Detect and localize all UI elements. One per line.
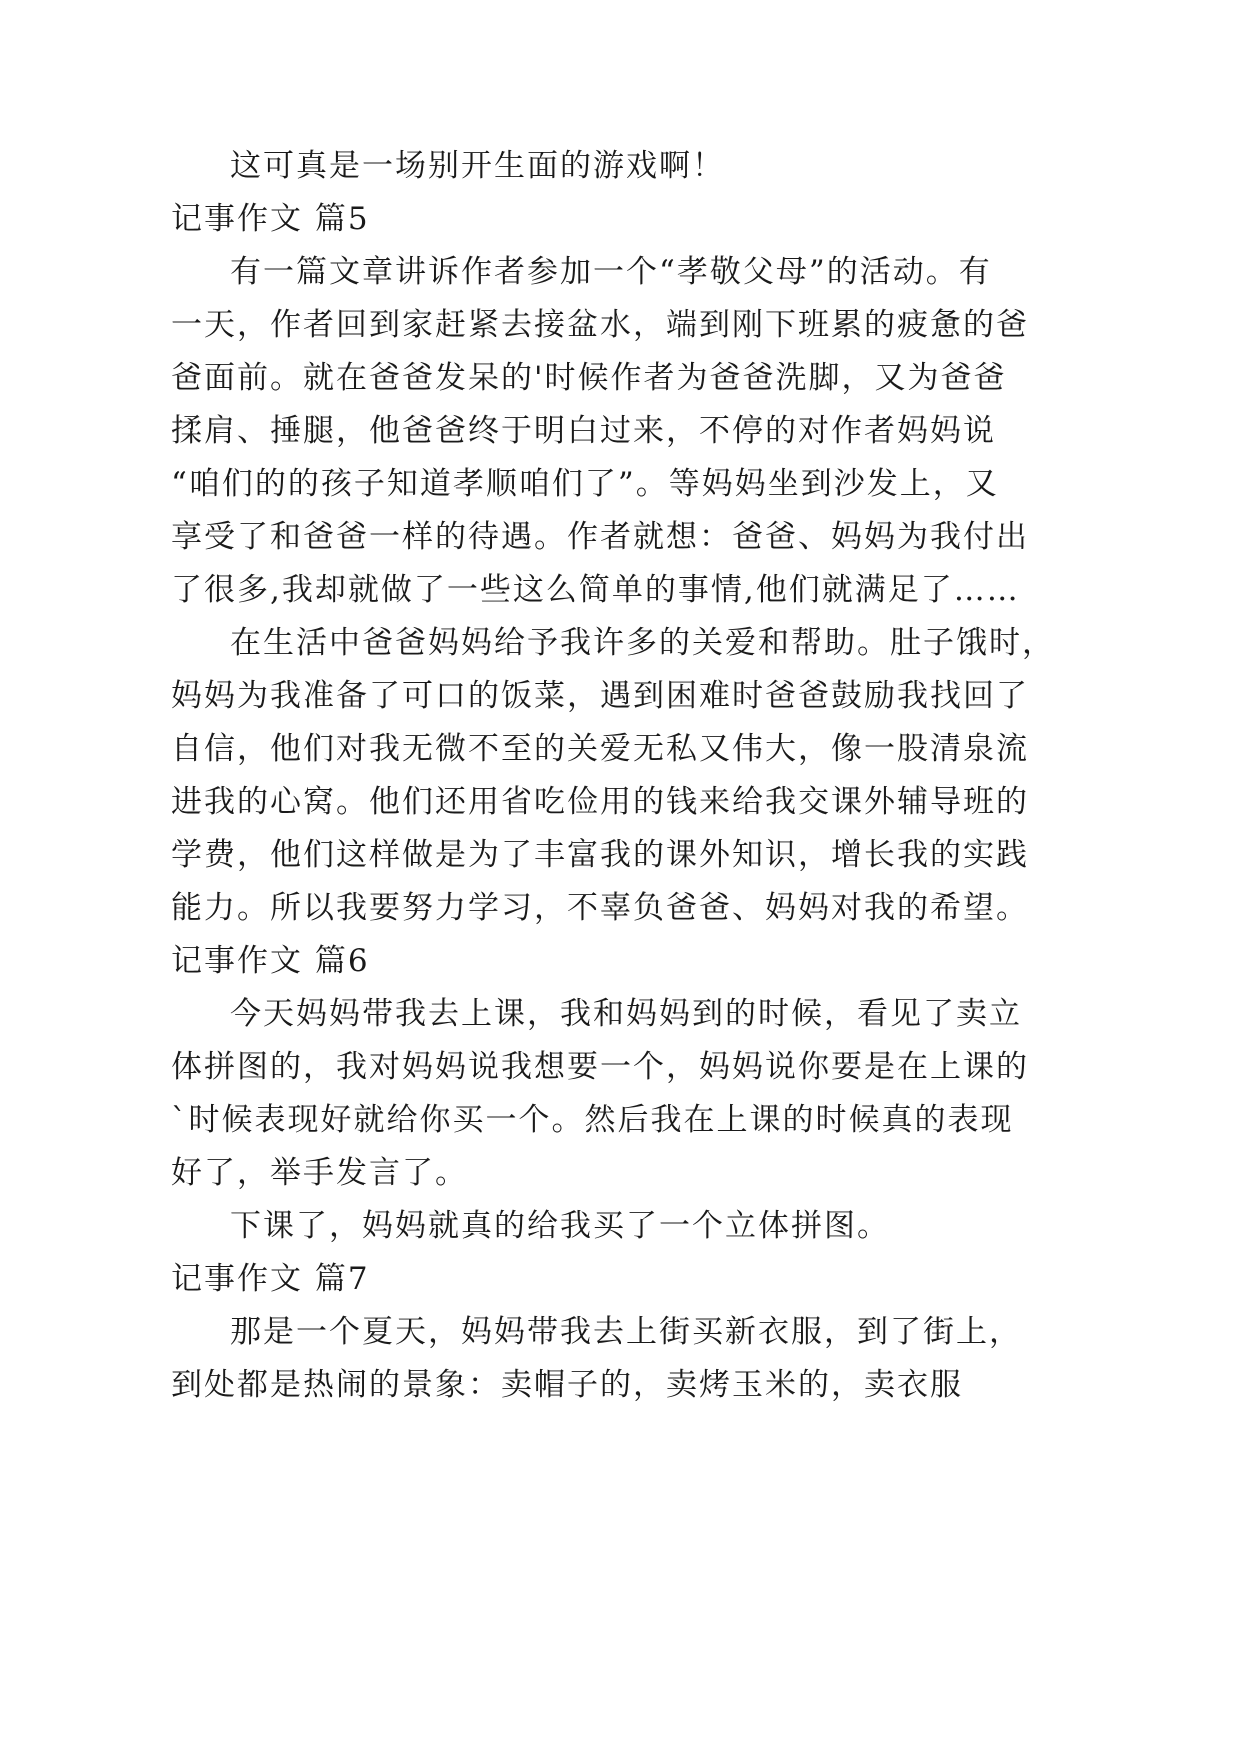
paragraph-line: 了很多,我却就做了一些这么简单的事情,他们就满足了……	[171, 572, 1020, 608]
section-heading: 记事作文 篇5	[171, 201, 370, 237]
paragraph-line: 到处都是热闹的景象：卖帽子的，卖烤玉米的，卖衣服	[171, 1367, 963, 1403]
section-heading: 记事作文 篇7	[171, 1261, 370, 1297]
paragraph-line: 揉肩、捶腿，他爸爸终于明白过来，不停的对作者妈妈说	[171, 413, 996, 449]
paragraph-line: 在生活中爸爸妈妈给予我许多的关爱和帮助。肚子饿时，	[230, 625, 1055, 661]
paragraph-line: 这可真是一场别开生面的游戏啊！	[230, 148, 725, 184]
paragraph-line: 学费，他们这样做是为了丰富我的课外知识，增长我的实践	[171, 837, 1029, 873]
section-heading: 记事作文 篇6	[171, 943, 370, 979]
paragraph-line: 爸面前。就在爸爸发呆的'时候作者为爸爸洗脚，又为爸爸	[171, 360, 1007, 396]
paragraph-line: `时候表现好就给你买一个。然后我在上课的时候真的表现	[171, 1102, 1014, 1138]
paragraph-line: 自信，他们对我无微不至的关爱无私又伟大，像一股清泉流	[171, 731, 1029, 767]
paragraph-line: 好了，举手发言了。	[171, 1155, 468, 1191]
paragraph-line: 今天妈妈带我去上课，我和妈妈到的时候，看见了卖立	[230, 996, 1022, 1032]
paragraph-line: “咱们的的孩子知道孝顺咱们了”。等妈妈坐到沙发上，又	[171, 466, 999, 502]
paragraph-line: 体拼图的，我对妈妈说我想要一个，妈妈说你要是在上课的	[171, 1049, 1029, 1085]
paragraph-line: 享受了和爸爸一样的待遇。作者就想：爸爸、妈妈为我付出	[171, 519, 1029, 555]
paragraph-line: 一天，作者回到家赶紧去接盆水，端到刚下班累的疲惫的爸	[171, 307, 1029, 343]
paragraph-line: 妈妈为我准备了可口的饭菜，遇到困难时爸爸鼓励我找回了	[171, 678, 1029, 714]
paragraph-line: 进我的心窝。他们还用省吃俭用的钱来给我交课外辅导班的	[171, 784, 1029, 820]
paragraph-line: 下课了，妈妈就真的给我买了一个立体拼图。	[230, 1208, 890, 1244]
paragraph-line: 有一篇文章讲诉作者参加一个“孝敬父母”的活动。有	[230, 254, 992, 290]
paragraph-line: 那是一个夏天，妈妈带我去上街买新衣服，到了街上，	[230, 1314, 1022, 1350]
paragraph-line: 能力。所以我要努力学习，不辜负爸爸、妈妈对我的希望。	[171, 890, 1029, 926]
